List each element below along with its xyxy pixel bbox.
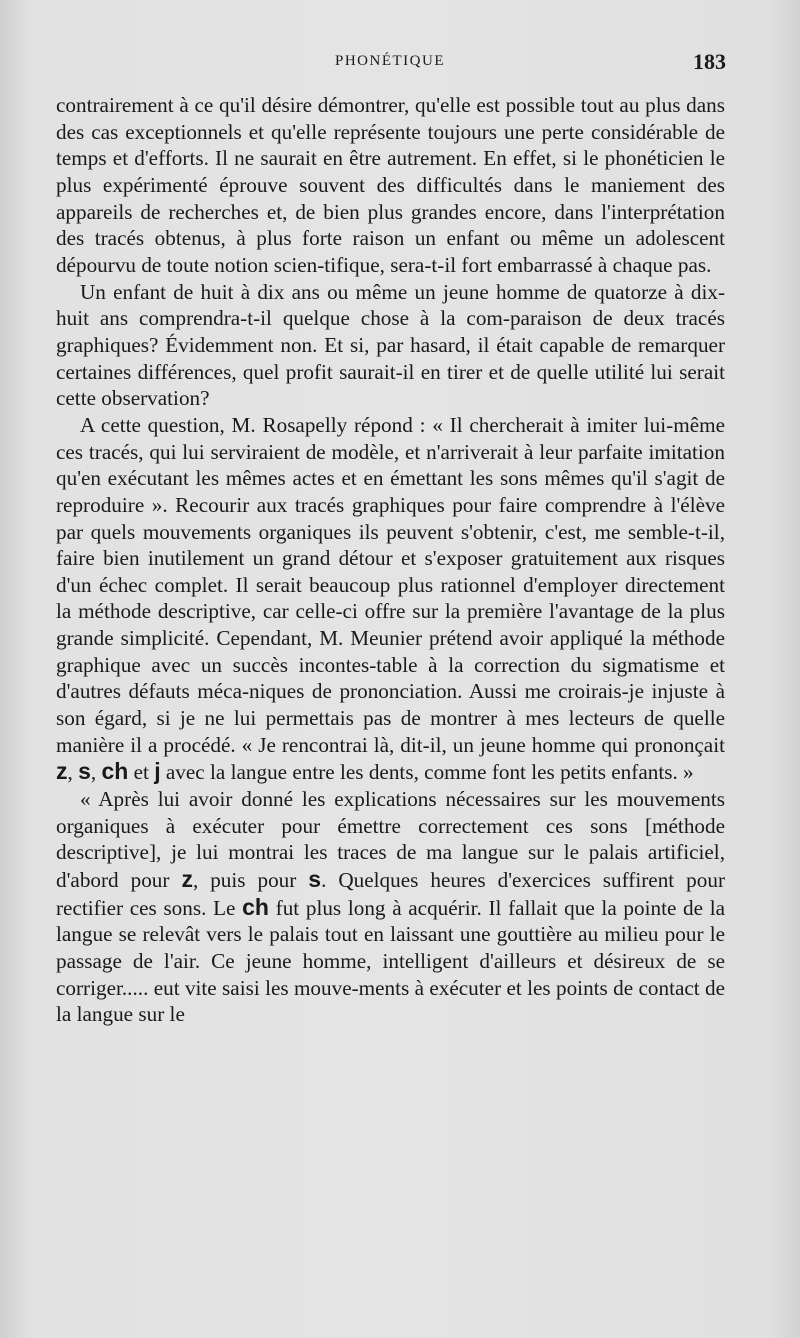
paragraph <box>56 92 725 279</box>
text-segment: « Après lui avoir donné les explications nécessaires sur les mouvements organiques à exécuter pour émettre correctement ces sons [méthode descriptive], je lui montrai les traces de ma langue sur le palais artificiel, d'abord pour <box>56 787 725 893</box>
text-segment: A cette question, M. Rosapelly répond : « Il chercherait à imiter lui-même ces tracés, qui lui serviraient de modèle, et n'arriverait à leur parfaite imitation qu'en exécutant les mêmes actes et en émettant les sons mêmes qu'il s'agit de reproduire ». Recourir aux tracés graphiques pour faire comprendre à l'élève par quels mouvements organiques ils peuvent s'obtenir, c'est, me semble-t-il, faire bien inutilement un grand détour et s'exposer gratuitement aux risques d'un échec complet. Il serait beaucoup plus rationnel d'employer directement la méthode descriptive, car celle-ci offre sur la première l'avantage de la plus grande simplicité. Cependant, M. Meunier prétend avoir appliqué la méthode graphique avec un succès incontes-table à la correction du sigmatisme et d'autres défauts méca-niques de prononciation. Aussi me croirais-je injuste à son égard, si je ne lui permettais pas de montrer à mes lecteurs de quelle manière il a procédé. « Je rencontrai là, dit-il, un jeune homme qui prononçait <box>56 412 725 757</box>
phonetic-symbol: j <box>154 758 161 785</box>
phonetic-symbol: z <box>181 866 193 893</box>
phonetic-symbol: s <box>308 866 322 893</box>
text-segment: avec la langue entre les dents, comme font les petits enfants. » <box>160 760 694 785</box>
text-segment: , <box>67 760 79 785</box>
paragraph <box>56 279 725 412</box>
paragraph <box>56 412 725 786</box>
phonetic-symbol: ch <box>242 893 269 920</box>
page-number: 183 <box>693 49 726 74</box>
running-title: PHONÉTIQUE <box>335 53 445 69</box>
text-segment: et <box>128 760 155 785</box>
phonetic-symbol: s <box>78 758 91 785</box>
phonetic-symbol: z <box>56 758 68 785</box>
text-segment: Un enfant de huit à dix ans ou même un jeune homme de quatorze à dix-huit ans comprendra-t-il quelque chose à la com-paraison de deux tracés graphiques? Évidemment non. Et si, par hasard, il était capable de remarquer certaines différences, quel profit saurait-il en tirer et de quelle utilité lui serait cette observation? <box>56 279 725 411</box>
phonetic-symbol: ch <box>101 758 129 785</box>
text-segment: fut plus long à acquérir. Il fallait que la pointe de la langue se relevât vers le palais tout en laissant une gouttière au milieu pour le passage de l'air. Ce jeune homme, intelligent d'ailleurs et désireux de se corriger..... eut vite saisi les mouve-ments à exécuter et les points de contact de la langue sur le <box>56 895 725 1027</box>
text-segment: , <box>90 760 102 785</box>
text-segment: contrairement à ce qu'il désire démontrer, qu'elle est possible tout au plus dans des cas exceptionnels et qu'elle représente toujours une perte considérable de temps et d'efforts. Il ne saurait en être autrement. En effet, si le phonéticien le plus expérimenté éprouve souvent des difficultés dans le maniement des appareils de recherches et, de bien plus grandes encore, dans l'interprétation des tracés obtenus, à plus forte raison un enfant ou même un adolescent dépourvu de toute notion scien-tifique, sera-t-il fort embarrassé à chaque pas. <box>56 93 725 277</box>
text-segment: , puis pour <box>192 868 309 893</box>
text-segment: . Quelques heures d'exercices suffirent pour rectifier ces sons. Le <box>56 868 725 920</box>
page-header <box>56 50 724 76</box>
body-text <box>56 92 725 1028</box>
paragraph <box>56 786 725 1028</box>
